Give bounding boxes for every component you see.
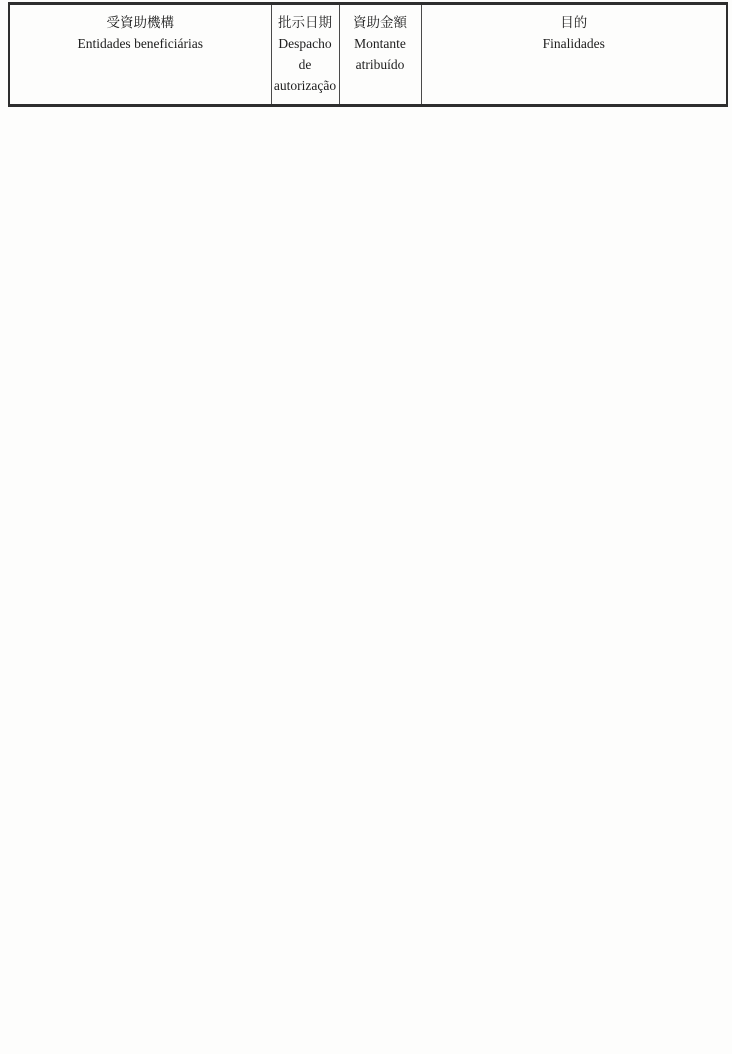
col-header-purpose	[421, 4, 727, 106]
col-header-entities-pt: Entidades beneficiárias	[77, 36, 204, 51]
subsidy-table	[8, 2, 728, 107]
col-header-amount-pt2: atribuído	[355, 57, 405, 72]
col-header-amount-pt1: Montante	[354, 36, 406, 51]
col-header-date	[271, 4, 339, 106]
col-header-date-pt1: Despacho de	[278, 36, 332, 72]
col-header-entities	[9, 4, 271, 106]
col-header-amount	[339, 4, 421, 106]
col-header-entities-zh: 受資助機構	[106, 15, 174, 30]
col-header-purpose-pt: Finalidades	[542, 36, 605, 51]
col-header-amount-zh: 資助金額	[353, 15, 407, 30]
col-header-purpose-zh: 目的	[560, 15, 588, 30]
col-header-date-pt2: autorização	[273, 78, 337, 93]
col-header-date-zh: 批示日期	[278, 15, 332, 30]
header-row	[9, 4, 727, 106]
table-header	[9, 4, 727, 106]
